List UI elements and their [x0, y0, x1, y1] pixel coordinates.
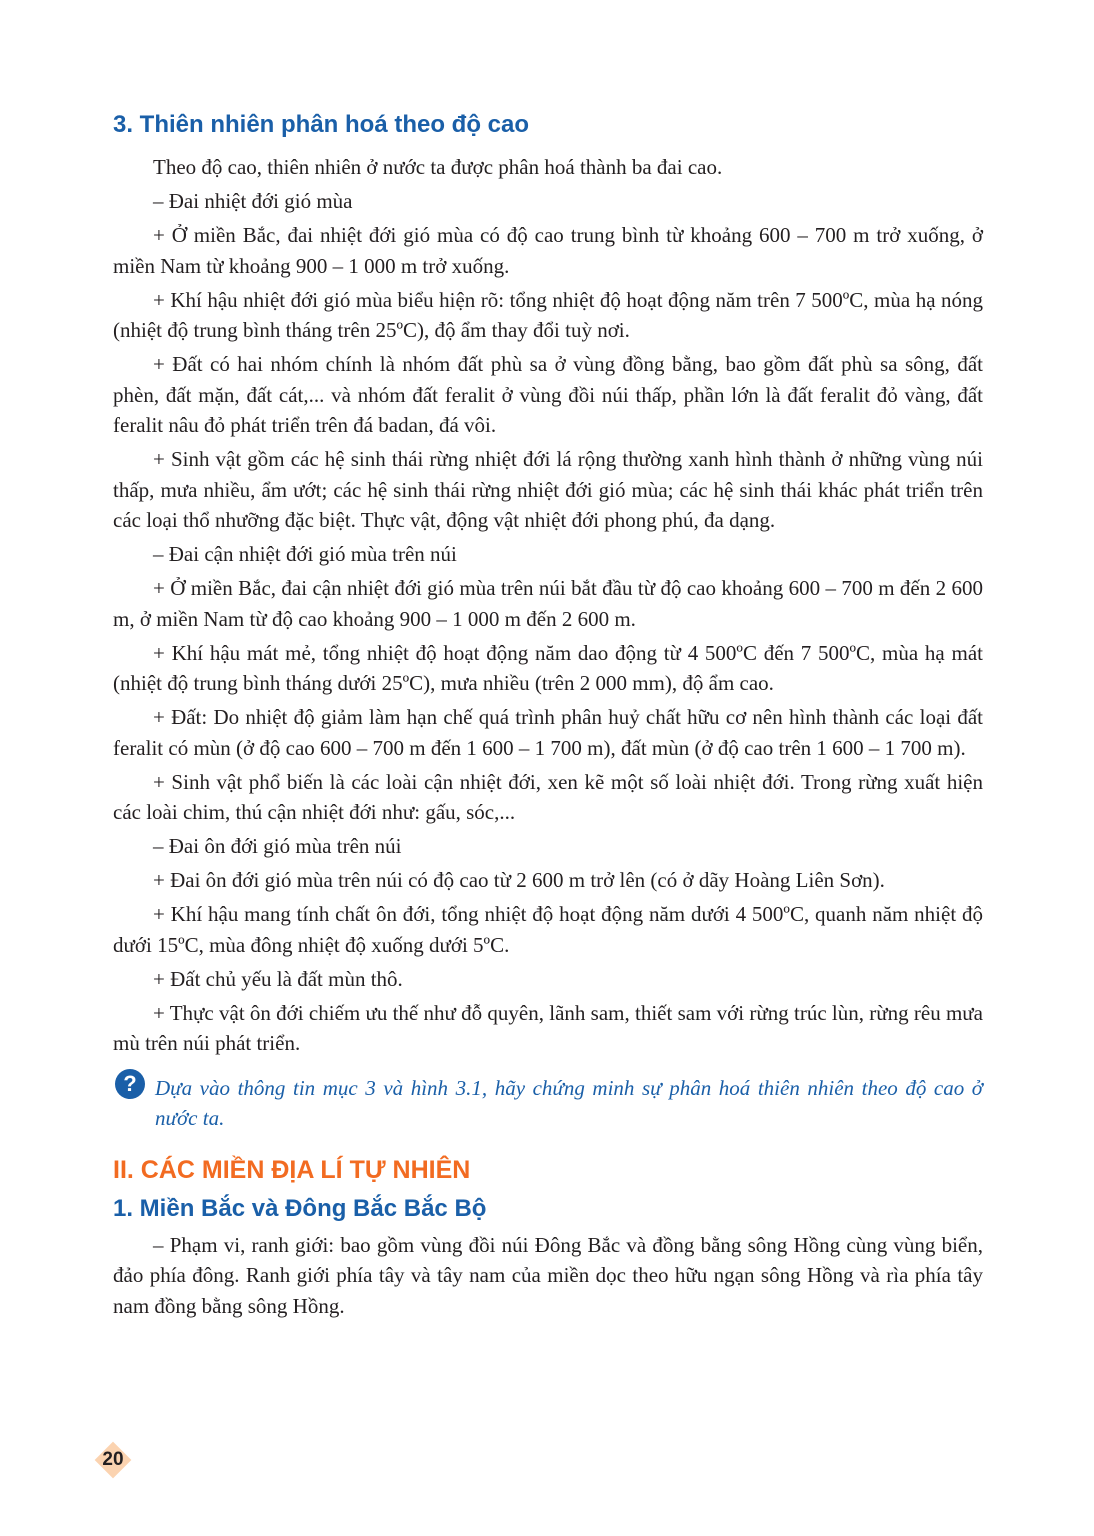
- paragraph: – Đai nhiệt đới gió mùa: [153, 189, 353, 213]
- paragraph: + Đất: Do nhiệt độ giảm làm hạn chế quá trình phân huỷ chất hữu cơ nên hình thành các loại đất feralit có mùn (ở độ cao 600 – 700 m đến 1 600 – 1 700 m), đất mùn (ở độ cao trên 1 600 – 1 700 m).: [113, 705, 983, 760]
- paragraph: + Sinh vật phổ biến là các loài cận nhiệt đới, xen kẽ một số loài nhiệt đới. Trong rừng xuất hiện các loài chim, thú cận nhiệt đới như: gấu, sóc,...: [113, 769, 983, 824]
- question-icon: ?: [115, 1069, 145, 1099]
- section-ii-heading: II. CÁC MIỀN ĐỊA LÍ TỰ NHIÊN: [113, 1155, 471, 1184]
- page-content: [113, 108, 983, 1325]
- region-1-heading: 1. Miền Bắc và Đông Bắc Bắc Bộ: [113, 1194, 487, 1222]
- paragraph: – Đai ôn đới gió mùa trên núi: [153, 834, 402, 858]
- paragraph: + Khí hậu nhiệt đới gió mùa biểu hiện rõ: tổng nhiệt độ hoạt động năm trên 7 500ºC, mùa hạ nóng (nhiệt độ trung bình tháng trên 25ºC), độ ẩm thay đổi tuỳ nơi.: [113, 287, 983, 342]
- paragraph: + Ở miền Bắc, đai cận nhiệt đới gió mùa trên núi bắt đầu từ độ cao khoảng 600 – 700 m đến 2 600 m, ở miền Nam từ độ cao khoảng 900 – 1 000 m đến 2 600 m.: [113, 576, 983, 631]
- section-3-heading: 3. Thiên nhiên phân hoá theo độ cao: [113, 111, 530, 138]
- paragraph: – Đai cận nhiệt đới gió mùa trên núi: [153, 542, 457, 566]
- paragraph: + Đất chủ yếu là đất mùn thô.: [153, 966, 403, 991]
- paragraph: + Ở miền Bắc, đai nhiệt đới gió mùa có độ cao trung bình từ khoảng 600 – 700 m trở xuống, ở miền Nam từ khoảng 900 – 1 000 m trở xuống.: [113, 223, 983, 278]
- paragraph: Theo độ cao, thiên nhiên ở nước ta được phân hoá thành ba đai cao.: [153, 155, 723, 179]
- paragraph: + Thực vật ôn đới chiếm ưu thế như đỗ quyên, lãnh sam, thiết sam với rừng trúc lùn, rừng rêu mưa mù trên núi phát triển.: [113, 1000, 983, 1055]
- question-text: Dựa vào thông tin mục 3 và hình 3.1, hãy chứng minh sự phân hoá thiên nhiên theo độ cao ở nước ta.: [155, 1075, 983, 1130]
- page-number-badge: [94, 1441, 132, 1479]
- paragraph: + Sinh vật gồm các hệ sinh thái rừng nhiệt đới lá rộng thường xanh hình thành ở những vùng núi thấp, mưa nhiều, ẩm ướt; các hệ sinh thái rừng nhiệt đới gió mùa; các hệ sinh thái khác phát triển trên các loại thổ nhưỡng đặc biệt. Thực vật, động vật nhiệt đới phong phú, đa dạng.: [113, 447, 983, 532]
- page-number: 20: [102, 1449, 124, 1470]
- paragraph: – Phạm vi, ranh giới: bao gồm vùng đồi núi Đông Bắc và đồng bằng sông Hồng cùng vùng biển, đảo phía đông. Ranh giới phía tây và tây nam của miền dọc theo hữu ngạn sông Hồng và rìa phía tây nam đồng bằng sông Hồng.: [113, 1232, 983, 1318]
- paragraph: + Đất có hai nhóm chính là nhóm đất phù sa ở vùng đồng bằng, bao gồm đất phù sa sông, đất phèn, đất mặn, đất cát,... và nhóm đất feralit ở vùng đồi núi thấp, phần lớn là đất feralit đỏ vàng, đất feralit nâu đỏ phát triển trên đá badan, đá vôi.: [113, 352, 983, 437]
- paragraph: + Khí hậu mang tính chất ôn đới, tổng nhiệt độ hoạt động năm dưới 4 500ºC, quanh năm nhiệt độ dưới 15ºC, mùa đông nhiệt độ xuống dưới 5ºC.: [113, 902, 983, 957]
- question-box: [113, 1070, 983, 1134]
- paragraph: + Đai ôn đới gió mùa trên núi có độ cao từ 2 600 m trở lên (có ở dãy Hoàng Liên Sơn).: [153, 868, 885, 892]
- paragraph: + Khí hậu mát mẻ, tổng nhiệt độ hoạt động năm dao động từ 4 500ºC đến 7 500ºC, mùa hạ mát (nhiệt độ trung bình tháng dưới 25ºC), mưa nhiều (trên 2 000 mm), độ ẩm cao.: [113, 640, 983, 695]
